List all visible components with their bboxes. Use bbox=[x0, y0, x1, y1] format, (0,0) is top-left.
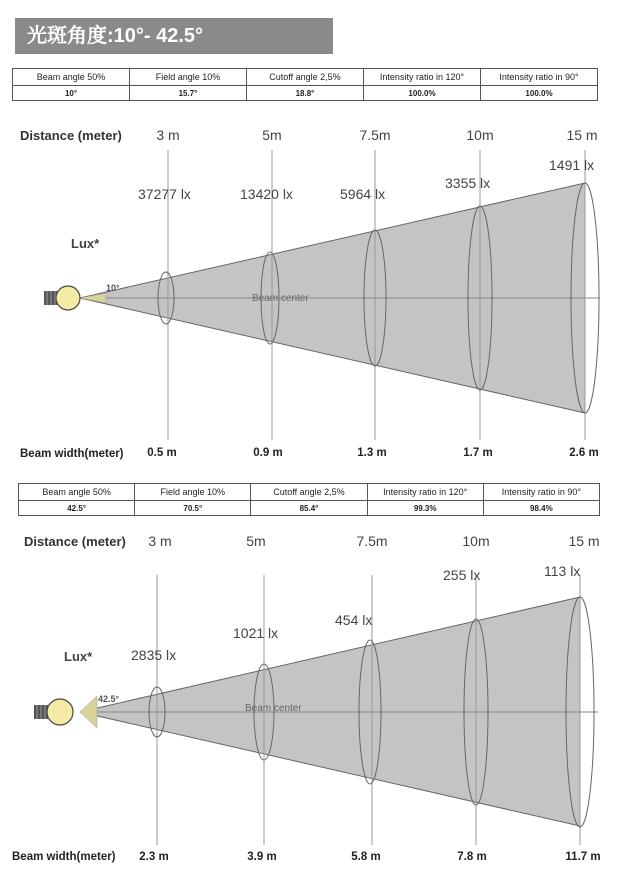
beam-width-value: 0.5 m bbox=[147, 447, 177, 459]
lux-value: 37277 lx bbox=[138, 186, 191, 202]
beam-width-label: Beam width(meter) bbox=[20, 448, 124, 460]
table-cell: 98.4% bbox=[483, 501, 599, 516]
page-title: 光斑角度:10°- 42.5° bbox=[15, 18, 333, 54]
distance-label: Distance (meter) bbox=[24, 534, 126, 549]
beam-width-value: 2.3 m bbox=[139, 851, 169, 863]
spec-table-2 bbox=[18, 483, 600, 516]
distance-tick: 5m bbox=[246, 533, 266, 549]
table-header: Intensity ratio in 120° bbox=[364, 69, 481, 86]
table-cell: 100.0% bbox=[364, 86, 481, 101]
table-header: Intensity ratio in 90° bbox=[483, 484, 599, 501]
table-header: Beam angle 50% bbox=[19, 484, 135, 501]
distance-label: Distance (meter) bbox=[20, 128, 122, 143]
lux-value: 2835 lx bbox=[131, 647, 177, 663]
table-cell: 70.5° bbox=[135, 501, 251, 516]
beam-cone-diagram-1 bbox=[0, 150, 632, 450]
beam-width-value: 1.3 m bbox=[357, 447, 387, 459]
table-cell: 42.5° bbox=[19, 501, 135, 516]
table-header: Cutoff angle 2,5% bbox=[247, 69, 364, 86]
distance-tick: 3 m bbox=[148, 533, 172, 549]
beam-cone-diagram-2 bbox=[0, 560, 632, 850]
distance-tick: 15 m bbox=[566, 127, 598, 143]
lamp-bulb-icon bbox=[56, 286, 80, 310]
table-header: Intensity ratio in 90° bbox=[481, 69, 598, 86]
table-cell: 15.7° bbox=[130, 86, 247, 101]
beam-width-value: 3.9 m bbox=[247, 851, 277, 863]
table-cell: 100.0% bbox=[481, 86, 598, 101]
distance-tick: 3 m bbox=[156, 127, 180, 143]
beam-width-value: 5.8 m bbox=[351, 851, 381, 863]
beam-width-value: 0.9 m bbox=[253, 447, 283, 459]
distance-tick: 10m bbox=[462, 533, 490, 549]
beam-angle-wedge bbox=[80, 696, 97, 728]
spec-table-1 bbox=[12, 68, 598, 101]
distance-tick: 5m bbox=[262, 127, 282, 143]
lux-value: 454 lx bbox=[335, 612, 373, 628]
beam-angle-wedge bbox=[80, 293, 106, 303]
beam-width-value: 11.7 m bbox=[565, 851, 601, 863]
table-header: Beam angle 50% bbox=[13, 69, 130, 86]
table-cell: 99.3% bbox=[367, 501, 483, 516]
distance-tick: 7.5m bbox=[359, 127, 391, 143]
beam-center-label: Beam center bbox=[245, 703, 302, 714]
lamp-bulb-icon bbox=[47, 699, 73, 725]
lux-value: 1021 lx bbox=[233, 625, 279, 641]
table-header: Field angle 10% bbox=[130, 69, 247, 86]
lux-label: Lux* bbox=[71, 236, 100, 251]
table-cell: 18.8° bbox=[247, 86, 364, 101]
distance-tick: 7.5m bbox=[356, 533, 388, 549]
lux-value: 3355 lx bbox=[445, 175, 491, 191]
table-header: Field angle 10% bbox=[135, 484, 251, 501]
beam-angle: 42.5° bbox=[98, 694, 120, 704]
table-cell: 85.4° bbox=[251, 501, 367, 516]
lux-value: 255 lx bbox=[443, 567, 481, 583]
distance-tick: 15 m bbox=[568, 533, 600, 549]
table-header: Cutoff angle 2,5% bbox=[251, 484, 367, 501]
beam-width-value: 2.6 m bbox=[569, 447, 599, 459]
beam-center-label: Beam center bbox=[252, 293, 309, 304]
lux-value: 113 lx bbox=[544, 563, 581, 579]
table-cell: 10° bbox=[13, 86, 130, 101]
beam-width-value: 7.8 m bbox=[457, 851, 487, 863]
lux-value: 1491 lx bbox=[549, 157, 595, 173]
beam-width-value: 1.7 m bbox=[463, 447, 493, 459]
lux-value: 13420 lx bbox=[240, 186, 293, 202]
lux-value: 5964 lx bbox=[340, 186, 386, 202]
lux-label: Lux* bbox=[64, 649, 93, 664]
beam-width-label: Beam width(meter) bbox=[12, 851, 116, 863]
table-header: Intensity ratio in 120° bbox=[367, 484, 483, 501]
distance-tick: 10m bbox=[466, 127, 494, 143]
beam-angle: 10° bbox=[106, 283, 120, 293]
